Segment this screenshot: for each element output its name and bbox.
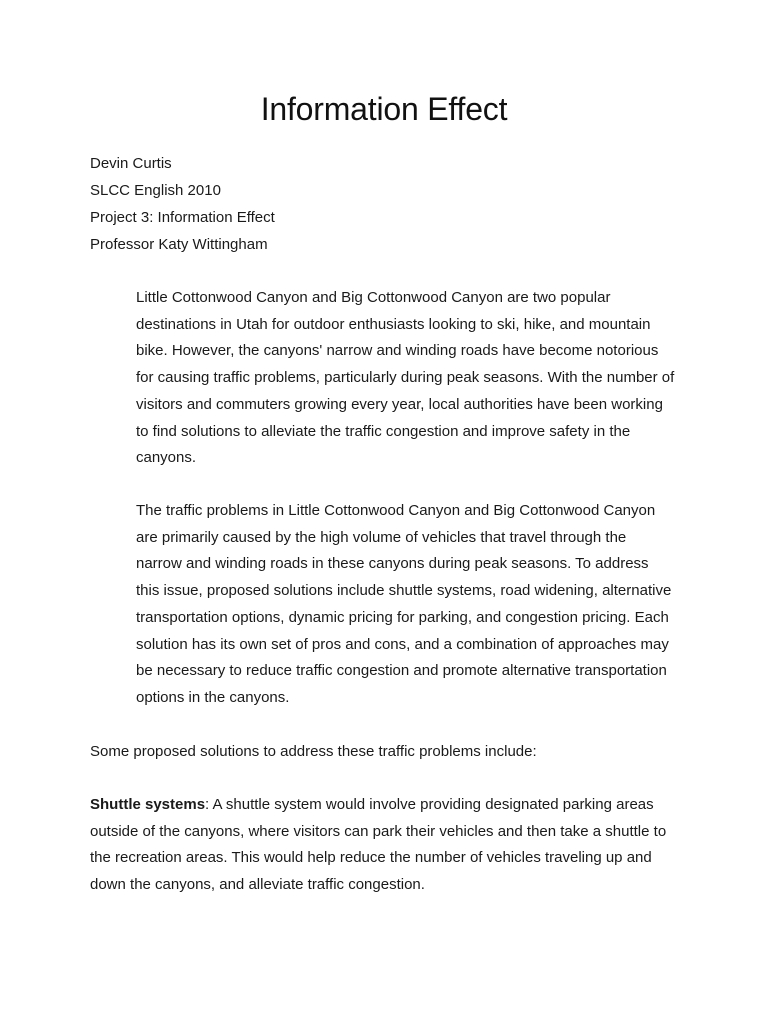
- paragraph-line: narrow and winding roads in these canyons during peak seasons. To address: [136, 555, 649, 573]
- document-title: Information Effect: [260, 91, 508, 127]
- paragraph-line: bike. However, the canyons' narrow and winding roads have become notorious: [136, 342, 659, 360]
- paragraph-line: for causing traffic problems, particularly during peak seasons. With the number of: [136, 369, 675, 387]
- problem-paragraph: [136, 498, 696, 712]
- paragraph-line: the recreation areas. This would help reduce the number of vehicles traveling up and: [90, 849, 652, 867]
- paragraph-line: Some proposed solutions to address these traffic problems include:: [90, 743, 537, 760]
- solutions-intro: [90, 739, 690, 766]
- paragraph-line: visitors and commuters growing every year, local authorities have been working: [136, 395, 663, 413]
- author-header: [90, 150, 275, 258]
- shuttle-systems-text: : A shuttle system would involve providing designated parking areas: [205, 796, 654, 813]
- paragraph-line: outside of the canyons, where visitors can park their vehicles and then take a shuttle to: [90, 822, 667, 840]
- professor-name: Professor Katy Wittingham: [90, 236, 268, 253]
- paragraph-line: are primarily caused by the high volume of vehicles that travel through the: [136, 528, 627, 546]
- paragraph-line: options in the canyons.: [136, 688, 290, 706]
- author-name: Devin Curtis: [90, 155, 172, 172]
- paragraph-line: canyons.: [136, 449, 197, 467]
- paragraph-line: The traffic problems in Little Cottonwood Canyon and Big Cottonwood Canyon: [136, 502, 656, 519]
- shuttle-systems-paragraph: [90, 792, 690, 899]
- shuttle-systems-term: Shuttle systems: [90, 796, 206, 813]
- intro-paragraph: [136, 285, 696, 472]
- course-name: SLCC English 2010: [90, 182, 221, 199]
- project-name: Project 3: Information Effect: [90, 209, 275, 226]
- paragraph-line: solution has its own set of pros and cons, and a combination of approaches may: [136, 635, 669, 653]
- paragraph-line: this issue, proposed solutions include shuttle systems, road widening, alternative: [136, 582, 672, 600]
- paragraph-line: transportation options, dynamic pricing for parking, and congestion pricing. Each: [136, 608, 669, 626]
- paragraph-line: be necessary to reduce traffic congestion and promote alternative transportation: [136, 662, 667, 680]
- paragraph-line: [90, 792, 690, 819]
- paragraph-line: Little Cottonwood Canyon and Big Cottonwood Canyon are two popular: [136, 289, 611, 306]
- paragraph-line: down the canyons, and alleviate traffic congestion.: [90, 876, 425, 894]
- paragraph-line: to find solutions to alleviate the traffic congestion and improve safety in the: [136, 422, 631, 440]
- paragraph-line: destinations in Utah for outdoor enthusiasts looking to ski, hike, and mountain: [136, 315, 651, 333]
